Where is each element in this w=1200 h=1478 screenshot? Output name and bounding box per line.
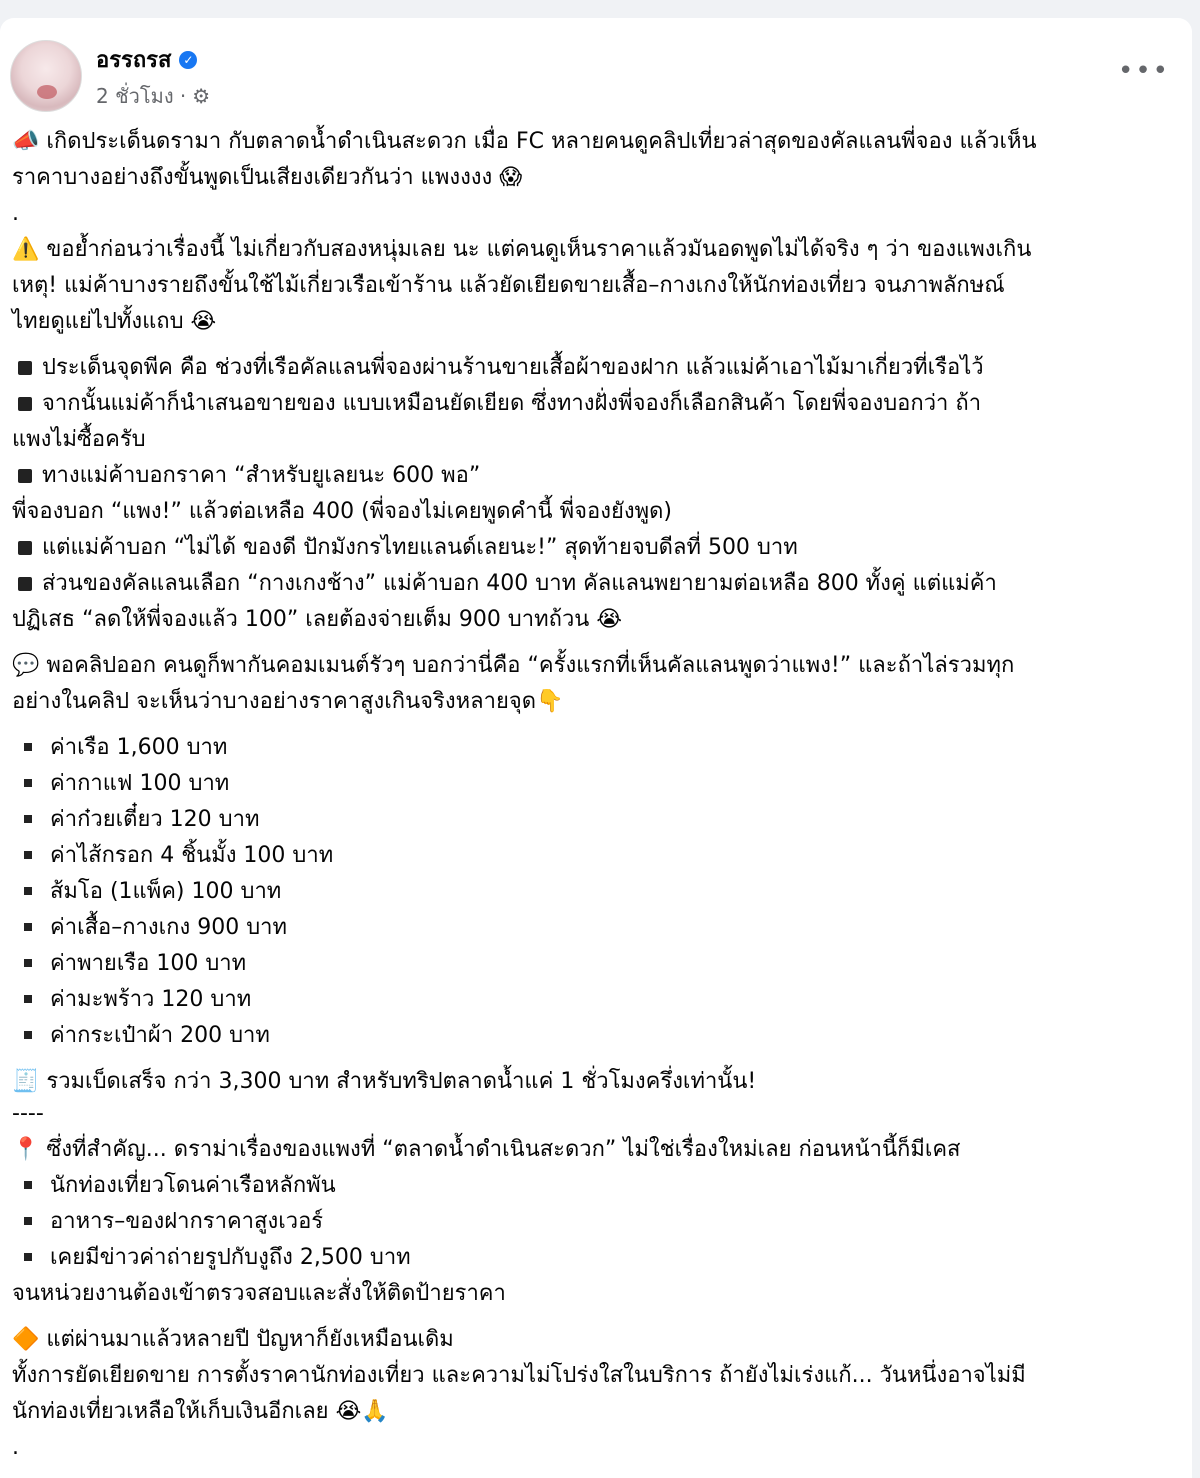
cost-item-text: ส้มโอ (1แพ็ค) 100 บาท	[50, 879, 282, 904]
text-line: ราคาบางอย่างถึงขั้นพูดเป็นเสียงเดียวกันว่า แพงงงง 😱	[12, 165, 523, 190]
cost-item	[12, 946, 1187, 982]
divider-text: ----	[12, 1101, 44, 1126]
story-point-text: ทางแม่ค้าบอกราคา “สำหรับยูเลยนะ 600 พอ”	[42, 463, 481, 488]
story-point	[12, 350, 1187, 386]
bullet-icon	[24, 1181, 32, 1189]
cost-item-text: ค่ากระเป๋าผ้า 200 บาท	[50, 1023, 270, 1048]
post-meta	[96, 80, 210, 112]
cost-item-text: ค่าก๋วยเตี๋ยว 120 บาท	[50, 807, 260, 832]
cost-item	[12, 766, 1187, 802]
story-point-text: พี่จองบอก “แพง!” แล้วต่อเหลือ 400 (พี่จองไม่เคยพูดคำนี้ พี่จองยังพูด)	[12, 499, 672, 524]
black-square-bullet-icon	[18, 541, 32, 555]
total-line: 🧾 รวมเบ็ดเสร็จ กว่า 3,300 บาท สำหรับทริปตลาดน้ำแค่ 1 ชั่วโมงครึ่งเท่านั้น!	[12, 1069, 757, 1094]
story-point	[12, 566, 1187, 602]
cost-list	[12, 730, 1187, 1054]
story-point	[12, 422, 1187, 458]
author-name[interactable]: อรรถรส	[96, 48, 172, 73]
black-square-bullet-icon	[18, 361, 32, 375]
text-line: 📣 เกิดประเด็นดรามา กับตลาดน้ำดำเนินสะดวก เมื่อ FC หลายคนดูคลิปเที่ยวล่าสุดของคัลแลนพี่จอง แล้วเห็น	[12, 129, 1037, 154]
story-point-text: ประเด็นจุดพีค คือ ช่วงที่เรือคัลแลนพี่จองผ่านร้านขายเสื้อผ้าของฝาก แล้วแม่ค้าเอาไม้มาเกี่ยวที่เรือไว้	[42, 355, 984, 380]
story-point	[12, 602, 1187, 638]
cost-item	[12, 910, 1187, 946]
story-point	[12, 530, 1187, 566]
closing-paragraph	[12, 1322, 1187, 1430]
story-point	[12, 458, 1187, 494]
text-line: 🔶 แต่ผ่านมาแล้วหลายปี ปัญหาก็ยังเหมือนเดิม	[12, 1327, 454, 1352]
warning-paragraph	[12, 232, 1187, 340]
verified-badge-icon: ✓	[179, 51, 197, 69]
post-time[interactable]: 2 ชั่วโมง ·	[96, 84, 187, 108]
privacy-gear-icon: ⚙	[192, 84, 211, 108]
black-square-bullet-icon	[18, 577, 32, 591]
cost-item-text: ค่าเสื้อ–กางเกง 900 บาท	[50, 915, 288, 940]
story-point-text: แพงไม่ซื้อครับ	[12, 427, 146, 452]
bullet-icon	[24, 851, 32, 859]
case-list	[12, 1168, 1187, 1276]
text-line: อย่างในคลิป จะเห็นว่าบางอย่างราคาสูงเกินจริงหลายจุด👇	[12, 689, 564, 714]
case-item	[12, 1240, 1187, 1276]
cost-item	[12, 730, 1187, 766]
case-item	[12, 1168, 1187, 1204]
case-item-text: เคยมีข่าวค่าถ่ายรูปกับงูถึง 2,500 บาท	[50, 1245, 411, 1270]
text-line: เหตุ! แม่ค้าบางรายถึงขั้นใช้ไม้เกี่ยวเรือเข้าร้าน แล้วยัดเยียดขายเสื้อ–กางเกงให้นักท่องเที่ยว จนภาพลักษณ์	[12, 273, 1005, 298]
comment-paragraph	[12, 648, 1187, 720]
cost-item	[12, 802, 1187, 838]
cost-item	[12, 838, 1187, 874]
separator-dot: .	[12, 201, 19, 226]
bullet-icon	[24, 1031, 32, 1039]
cost-item-text: ค่ากาแฟ 100 บาท	[50, 771, 230, 796]
bullet-icon	[24, 1253, 32, 1261]
black-square-bullet-icon	[18, 397, 32, 411]
story-points	[12, 350, 1187, 638]
post-body	[12, 124, 1187, 1466]
more-options-button[interactable]: •••	[1118, 56, 1171, 86]
bullet-icon	[24, 815, 32, 823]
text-line: 💬 พอคลิปออก คนดูก็พากันคอมเมนต์รัวๆ บอกว่านี่คือ “ครั้งแรกที่เห็นคัลแลนพูดว่าแพง!” และถ้าไล่รวมทุก	[12, 653, 1015, 678]
bullet-icon	[24, 779, 32, 787]
history-end-line: จนหน่วยงานต้องเข้าตรวจสอบและสั่งให้ติดป้ายราคา	[12, 1281, 506, 1306]
case-item-text: อาหาร–ของฝากราคาสูงเวอร์	[50, 1209, 324, 1234]
black-square-bullet-icon	[18, 469, 32, 483]
cost-item	[12, 1018, 1187, 1054]
bullet-icon	[24, 923, 32, 931]
avatar-image	[37, 85, 57, 99]
story-point-text: จากนั้นแม่ค้าก็นำเสนอขายของ แบบเหมือนยัดเยียด ซึ่งทางฝั่งพี่จองก็เลือกสินค้า โดยพี่จองบอกว่า ถ้า	[42, 391, 982, 416]
cost-item-text: ค่าพายเรือ 100 บาท	[50, 951, 247, 976]
history-line: 📍 ซึ่งที่สำคัญ... ดราม่าเรื่องของแพงที่ “ตลาดน้ำดำเนินสะดวก” ไม่ใช่เรื่องใหม่เลย ก่อนหน้านี้ก็มีเคส	[12, 1137, 961, 1162]
cost-item	[12, 874, 1187, 910]
case-item	[12, 1204, 1187, 1240]
cost-item-text: ค่ามะพร้าว 120 บาท	[50, 987, 252, 1012]
bullet-icon	[24, 887, 32, 895]
story-point	[12, 386, 1187, 422]
cost-item-text: ค่าเรือ 1,600 บาท	[50, 735, 228, 760]
text-line: นักท่องเที่ยวเหลือให้เก็บเงินอีกเลย 😭🙏	[12, 1399, 389, 1424]
end-dot: .	[12, 1435, 19, 1460]
text-line: ไทยดูแย่ไปทั้งแถบ 😭	[12, 309, 217, 334]
intro-paragraph	[12, 124, 1187, 196]
case-item-text: นักท่องเที่ยวโดนค่าเรือหลักพัน	[50, 1173, 336, 1198]
cost-item	[12, 982, 1187, 1018]
bullet-icon	[24, 959, 32, 967]
bullet-icon	[24, 743, 32, 751]
author-avatar[interactable]	[10, 40, 82, 112]
bullet-icon	[24, 1217, 32, 1225]
story-point-text: ส่วนของคัลแลนเลือก “กางเกงช้าง” แม่ค้าบอก 400 บาท คัลแลนพยายามต่อเหลือ 800 ทั้งคู่ แต่แม่ค้า	[42, 571, 997, 596]
bullet-icon	[24, 995, 32, 1003]
story-point-text: ปฏิเสธ “ลดให้พี่จองแล้ว 100” เลยต้องจ่ายเต็ม 900 บาทถ้วน 😭	[12, 607, 623, 632]
author-name-row	[96, 42, 197, 77]
story-point-text: แต่แม่ค้าบอก “ไม่ได้ ของดี ปักมังกรไทยแลนด์เลยนะ!” สุดท้ายจบดีลที่ 500 บาท	[42, 535, 798, 560]
cost-item-text: ค่าไส้กรอก 4 ชิ้นมั้ง 100 บาท	[50, 843, 334, 868]
text-line: ทั้งการยัดเยียดขาย การตั้งราคานักท่องเที่ยว และความไม่โปร่งใสในบริการ ถ้ายังไม่เร่งแก้... วันหนึ่งอาจไม่มี	[12, 1363, 1026, 1388]
text-line: ⚠️ ขอย้ำก่อนว่าเรื่องนี้ ไม่เกี่ยวกับสองหนุ่มเลย นะ แต่คนดูเห็นราคาแล้วมันอดพูดไม่ได้จริง ๆ ว่า ของแพงเกิน	[12, 237, 1032, 262]
story-point	[12, 494, 1187, 530]
